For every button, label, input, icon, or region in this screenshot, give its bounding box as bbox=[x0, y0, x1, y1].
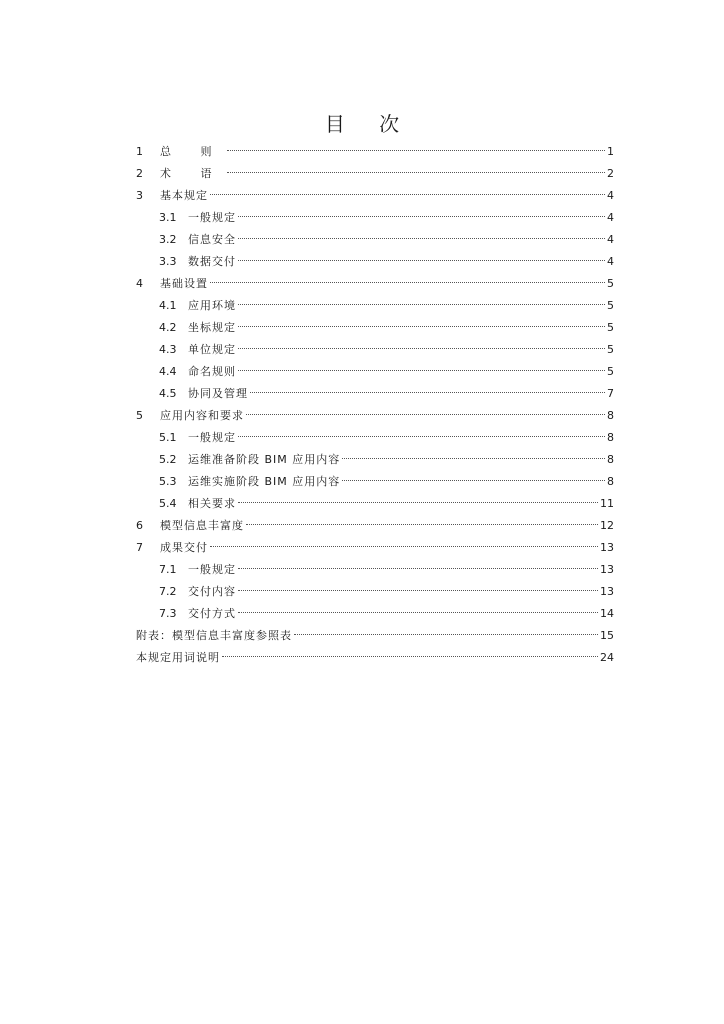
toc-entry[interactable] bbox=[136, 449, 614, 471]
dot-leader bbox=[222, 656, 598, 657]
toc-entry-number: 4.3 bbox=[159, 343, 177, 356]
toc-entry-label: 一般规定 bbox=[188, 211, 236, 224]
toc-entry[interactable] bbox=[136, 581, 614, 603]
dot-leader bbox=[246, 524, 598, 525]
toc-entry[interactable] bbox=[136, 383, 614, 405]
toc-entry-label: 术 语 bbox=[160, 167, 225, 180]
toc-entry[interactable] bbox=[136, 493, 614, 515]
toc-entry-number: 4.4 bbox=[159, 365, 177, 378]
toc-entry-page: 5 bbox=[607, 277, 614, 290]
toc-entry-number: 6 bbox=[136, 519, 143, 532]
dot-leader bbox=[238, 568, 598, 569]
toc-entry-label: 坐标规定 bbox=[188, 321, 236, 334]
toc-entry-page: 24 bbox=[600, 651, 614, 664]
dot-leader bbox=[238, 238, 605, 239]
toc-entry[interactable] bbox=[136, 295, 614, 317]
toc-entry-number: 5.4 bbox=[159, 497, 177, 510]
toc-entry-label: 模型信息丰富度 bbox=[160, 519, 244, 532]
dot-leader bbox=[238, 260, 605, 261]
toc-entry[interactable] bbox=[136, 207, 614, 229]
toc-entry[interactable] bbox=[136, 339, 614, 361]
toc-entry[interactable] bbox=[136, 603, 614, 625]
toc-entry-number: 7.2 bbox=[159, 585, 177, 598]
dot-leader bbox=[210, 282, 605, 283]
toc-entry-page: 13 bbox=[600, 563, 614, 576]
dot-leader bbox=[238, 326, 605, 327]
table-of-contents bbox=[136, 141, 614, 669]
toc-entry-label: 运维准备阶段 BIM 应用内容 bbox=[188, 453, 341, 466]
dot-leader bbox=[238, 304, 605, 305]
toc-entry-page: 5 bbox=[607, 343, 614, 356]
toc-entry-label: 相关要求 bbox=[188, 497, 236, 510]
toc-entry-label: 命名规则 bbox=[188, 365, 236, 378]
toc-entry-page: 4 bbox=[607, 233, 614, 246]
toc-entry-page: 15 bbox=[600, 629, 614, 642]
dot-leader bbox=[238, 502, 598, 503]
dot-leader bbox=[238, 612, 598, 613]
toc-entry-label: 信息安全 bbox=[188, 233, 236, 246]
toc-entry-label: 单位规定 bbox=[188, 343, 236, 356]
toc-entry-label: 基础设置 bbox=[160, 277, 208, 290]
toc-entry-page: 8 bbox=[607, 431, 614, 444]
toc-entry-page: 11 bbox=[600, 497, 614, 510]
toc-entry-word-usage[interactable] bbox=[136, 647, 614, 669]
toc-entry-page: 4 bbox=[607, 211, 614, 224]
toc-entry-number: 3 bbox=[136, 189, 143, 202]
toc-entry-page: 8 bbox=[607, 409, 614, 422]
toc-entry-number: 4 bbox=[136, 277, 143, 290]
toc-entry-label: 运维实施阶段 BIM 应用内容 bbox=[188, 475, 341, 488]
toc-entry-appendix[interactable] bbox=[136, 625, 614, 647]
dot-leader bbox=[342, 458, 605, 459]
dot-leader bbox=[238, 436, 605, 437]
toc-entry-page: 14 bbox=[600, 607, 614, 620]
dot-leader bbox=[250, 392, 605, 393]
toc-entry[interactable] bbox=[136, 427, 614, 449]
toc-entry-page: 13 bbox=[600, 541, 614, 554]
toc-entry-page: 8 bbox=[607, 453, 614, 466]
toc-entry-number: 7.1 bbox=[159, 563, 177, 576]
toc-entry[interactable] bbox=[136, 405, 614, 427]
dot-leader bbox=[227, 172, 606, 173]
toc-entry[interactable] bbox=[136, 317, 614, 339]
toc-entry-label: 本规定用词说明 bbox=[136, 651, 220, 664]
toc-entry[interactable] bbox=[136, 229, 614, 251]
toc-entry-number: 3.2 bbox=[159, 233, 177, 246]
dot-leader bbox=[246, 414, 605, 415]
toc-entry-page: 1 bbox=[607, 145, 614, 158]
toc-entry-number: 4.5 bbox=[159, 387, 177, 400]
toc-entry-number: 1 bbox=[136, 145, 143, 158]
toc-entry-page: 7 bbox=[607, 387, 614, 400]
dot-leader bbox=[227, 150, 606, 151]
toc-entry[interactable] bbox=[136, 361, 614, 383]
toc-entry[interactable] bbox=[136, 273, 614, 295]
dot-leader bbox=[342, 480, 605, 481]
toc-entry-label: 基本规定 bbox=[160, 189, 208, 202]
toc-entry-page: 13 bbox=[600, 585, 614, 598]
toc-entry-label: 附表：模型信息丰富度参照表 bbox=[136, 629, 292, 642]
page-title: 目 次 bbox=[324, 112, 414, 136]
toc-entry-number: 5.3 bbox=[159, 475, 177, 488]
toc-entry-page: 5 bbox=[607, 299, 614, 312]
toc-entry[interactable] bbox=[136, 251, 614, 273]
dot-leader bbox=[238, 370, 605, 371]
toc-entry-label: 总 则 bbox=[160, 145, 225, 158]
toc-entry[interactable] bbox=[136, 163, 614, 185]
toc-entry-page: 2 bbox=[607, 167, 614, 180]
toc-entry[interactable] bbox=[136, 515, 614, 537]
toc-entry-label: 协同及管理 bbox=[188, 387, 248, 400]
toc-entry-number: 5.2 bbox=[159, 453, 177, 466]
toc-entry-number: 5 bbox=[136, 409, 143, 422]
toc-entry-label: 应用内容和要求 bbox=[160, 409, 244, 422]
toc-entry-label: 成果交付 bbox=[160, 541, 208, 554]
toc-entry-page: 12 bbox=[600, 519, 614, 532]
dot-leader bbox=[294, 634, 598, 635]
toc-entry-number: 3.1 bbox=[159, 211, 177, 224]
toc-entry-page: 8 bbox=[607, 475, 614, 488]
toc-entry-number: 7.3 bbox=[159, 607, 177, 620]
toc-entry-page: 4 bbox=[607, 189, 614, 202]
toc-entry-number: 2 bbox=[136, 167, 143, 180]
toc-entry-label: 一般规定 bbox=[188, 563, 236, 576]
toc-entry-label: 应用环境 bbox=[188, 299, 236, 312]
dot-leader bbox=[238, 348, 605, 349]
toc-entry-number: 5.1 bbox=[159, 431, 177, 444]
toc-entry-number: 4.2 bbox=[159, 321, 177, 334]
toc-entry[interactable] bbox=[136, 559, 614, 581]
toc-entry[interactable] bbox=[136, 185, 614, 207]
toc-entry-number: 3.3 bbox=[159, 255, 177, 268]
toc-entry-page: 5 bbox=[607, 321, 614, 334]
dot-leader bbox=[210, 194, 605, 195]
dot-leader bbox=[238, 216, 605, 217]
toc-entry-number: 4.1 bbox=[159, 299, 177, 312]
toc-entry-page: 5 bbox=[607, 365, 614, 378]
toc-entry-label: 交付方式 bbox=[188, 607, 236, 620]
dot-leader bbox=[238, 590, 598, 591]
toc-entry[interactable] bbox=[136, 537, 614, 559]
toc-entry-label: 一般规定 bbox=[188, 431, 236, 444]
toc-entry-label: 数据交付 bbox=[188, 255, 236, 268]
toc-entry[interactable] bbox=[136, 141, 614, 163]
toc-entry-page: 4 bbox=[607, 255, 614, 268]
toc-entry-number: 7 bbox=[136, 541, 143, 554]
toc-entry[interactable] bbox=[136, 471, 614, 493]
dot-leader bbox=[210, 546, 598, 547]
toc-entry-label: 交付内容 bbox=[188, 585, 236, 598]
